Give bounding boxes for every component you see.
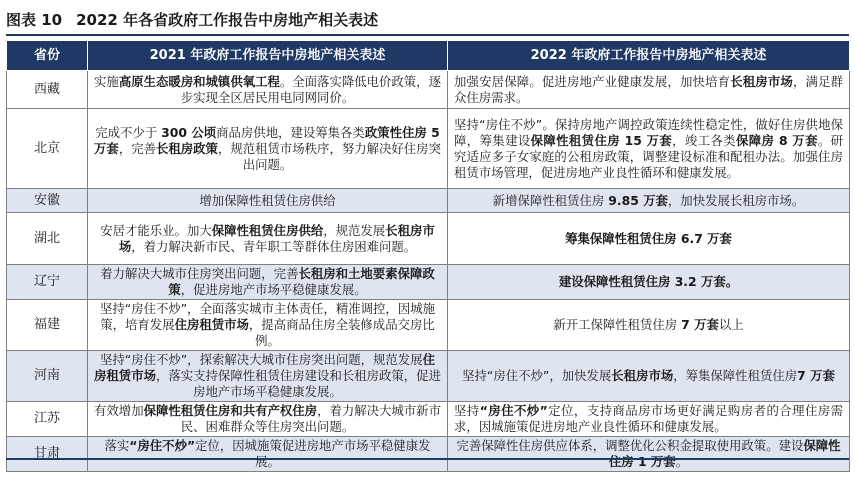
body-text: 安居才能乐业。加大 [100,222,212,238]
province-cell: 安徽 [7,189,88,213]
table-row [7,300,850,351]
table-row [7,109,850,189]
table-bottom-rule [6,458,849,460]
text-2021-cell [88,437,448,472]
text-2022-cell [448,213,850,265]
highlight-text: “房住不炒” [129,438,196,453]
highlight-text: 保障性租赁住房供给 [211,222,324,238]
highlight-text: “房住不炒” [479,403,548,418]
text-2022-cell [448,265,850,300]
text-2021-cell [88,300,448,351]
table-row [7,402,850,437]
province-cell: 辽宁 [7,265,88,300]
highlight-text: 保障性住房 1 万套 [608,438,841,469]
table-row [7,437,850,472]
body-text: 实施 [94,73,119,89]
body-text: 。研究适应多子女家庭的公租房政策，调整建设标准和配租办法。加强住房租赁市场管理，促进房地产业良性循环和健康发展。 [454,132,844,180]
body-text: 。全面落实降低电价政策，逐步实现全区居民用电同网同价。 [180,73,441,105]
text-2022-cell [448,437,850,472]
text-2022-cell [448,189,850,213]
highlight-text: 长租房市场 [611,368,674,383]
body-text: 定位，支持商品房市场更好满足购房者的合理住房需求，因城施策促进房地产业良性循环和健康发展。 [454,403,844,434]
body-text: ，着力解决新市民、青年职工等群体住房困难问题。 [131,238,417,254]
text-2021-cell [88,265,448,300]
table-row [7,351,850,402]
body-text: ，着力解决大城市新市民、困难群众等住房突出问题。 [180,403,441,434]
body-text: ，完善 [118,140,156,156]
province-cell: 西藏 [7,71,88,109]
body-text: 新增保障性租赁住房 [492,192,609,208]
body-text: 坚持“房住不炒”，全面落实城市主体责任，精准调控，因城施策，培育发展 [100,301,435,332]
body-text: ，满足群众住房需求。 [454,73,844,105]
province-cell: 河南 [7,351,88,402]
highlight-text: 筹集保障性租赁住房 6.7 万套 [565,230,732,246]
text-2021-cell [88,213,448,265]
highlight-text: 7 万套 [797,368,835,383]
body-text: 完善保障性住房供应体系，调整优化公积金提取使用政策。建设 [456,438,804,453]
highlight-text: 保障房 8 万套 [736,132,818,148]
highlight-text: 长租房市场 [118,222,435,254]
text-2022-cell [448,351,850,402]
header-2021: 2021 年政府工作报告中房地产相关表述 [88,41,448,71]
highlight-text: 建设保障性租赁住房 3.2 万套。 [558,274,739,289]
highlight-text: 住房租赁市场 [174,317,249,332]
body-text: 以上 [718,317,744,332]
table-row [7,213,850,265]
province-cell: 江苏 [7,402,88,437]
text-2022-cell [448,109,850,189]
body-text: ，促进房地产市场平稳健康发展。 [180,282,367,297]
highlight-text: 长租房市场 [730,73,793,89]
province-cell: 北京 [7,109,88,189]
figure-title [6,4,849,36]
text-2022-cell [448,71,850,109]
body-text: 加强安居保障。促进房地产业健康发展，加快培育 [454,73,731,89]
body-text: ，落实支持保障性租赁住房建设和长租房政策，促进房地产市场平稳健康发展。 [155,368,441,399]
province-cell: 福建 [7,300,88,351]
body-text: 着力解决大城市住房突出问题，完善 [100,266,299,281]
highlight-text: 高原生态暖房和城镇供氧工程 [118,73,280,89]
highlight-text: 保障性租赁住房和共有产权住房 [143,403,318,418]
body-text: 坚持 [454,403,480,418]
text-2022-cell [448,402,850,437]
body-text: 商品房供地，建设筹集各类 [216,124,365,140]
province-cell: 湖北 [7,213,88,265]
body-text: ，提高商品住房全装修成品交房比例。 [248,317,435,348]
highlight-text: 300 公顷 [161,124,217,140]
highlight-text: 保障性租赁住房 15 万套 [530,132,673,148]
body-text: 有效增加 [94,403,144,418]
text-2021-cell [88,109,448,189]
figure-caption: 2022 年各省政府工作报告中房地产相关表述 [76,10,379,29]
body-text: 完成不少于 [95,124,162,140]
figure-number: 图表 10 [6,10,63,29]
table-row [7,71,850,109]
header-2022: 2022 年政府工作报告中房地产相关表述 [448,41,850,71]
text-2021-cell [88,351,448,402]
highlight-text: 住房租赁市场 [94,352,435,383]
text-2022-cell [448,300,850,351]
text-2021-cell [88,189,448,213]
table-row [7,265,850,300]
body-text: 定位，因城施策促进房地产市场平稳健康发展。 [195,438,431,469]
text-2021-cell [88,71,448,109]
table-row [7,189,850,213]
highlight-text: 长租房政策 [155,140,218,156]
body-text: ，规范租赁市场秩序，努力解决好住房突出问题。 [217,140,441,172]
body-text: 坚持“房住不炒”，探索解决大城市住房突出问题，规范发展 [100,352,423,367]
highlight-text: 7 万套 [681,317,719,332]
body-text: 坚持“房住不炒”，加快发展 [462,368,612,383]
highlight-text: 政策性住房 5 万套 [94,124,440,156]
body-text: ，筹集保障性租赁住房 [673,368,798,383]
body-text: 落实 [104,438,130,453]
highlight-text: 长租房和土地要素保障政策 [168,266,435,297]
header-province: 省份 [7,41,88,71]
province-cell: 甘肃 [7,437,88,472]
body-text: 增加保障性租赁住房供给 [199,192,336,208]
body-text: 坚持“房住不炒”。保持房地产调控政策连续性稳定性，做好住房供地保障，筹集建设 [454,116,843,148]
body-text: 新开工保障性租赁住房 [553,317,682,332]
table-header-row [7,41,850,71]
body-text: ，竣工各类 [672,132,736,148]
highlight-text: 9.85 万套 [608,192,668,208]
body-text: ，规范发展 [323,222,386,238]
policy-table [6,40,850,472]
text-2021-cell [88,402,448,437]
body-text: 。 [675,454,689,469]
body-text: ，加快发展长租房市场。 [667,192,805,208]
